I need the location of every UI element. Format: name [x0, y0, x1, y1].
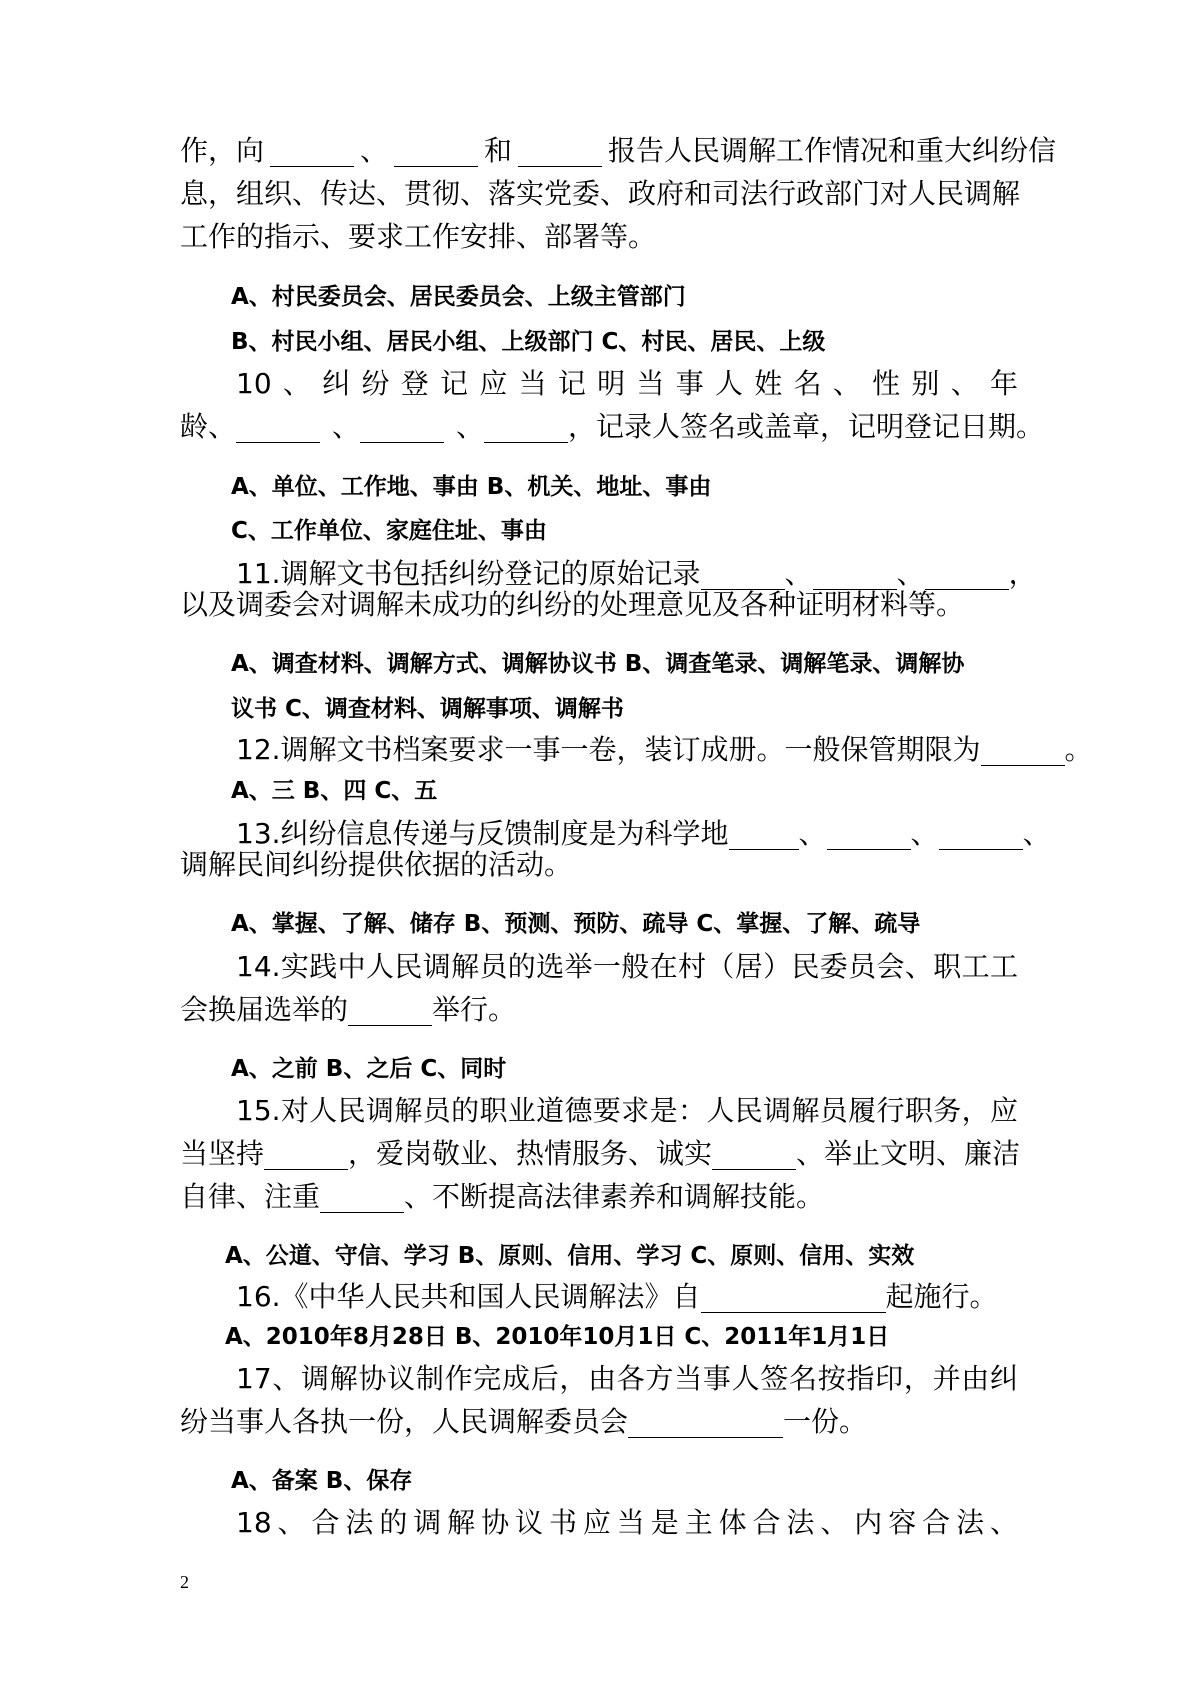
q15-line-3	[180, 1174, 1018, 1220]
q18-line-1: 18、合法的调解协议书应当是主体合法、内容合法、	[236, 1506, 1018, 1539]
q10-line-2	[180, 404, 1045, 450]
blank	[320, 1174, 404, 1213]
q13-text-d: 、	[1022, 817, 1051, 850]
q10-text-a: 龄、	[180, 410, 237, 443]
q11-text-a: 11.调解文书包括纠纷登记的原始记录	[236, 557, 701, 590]
q17-line-2	[180, 1399, 1018, 1445]
q12-line-1	[236, 727, 1093, 773]
q9-line-2: 息，组织、传达、贯彻、落实党委、政府和司法行政部门对人民调解	[180, 177, 1021, 210]
q10-text-d: ，记录人签名或盖章，记明登记日期。	[568, 410, 1045, 443]
q13-text-b: 、	[798, 817, 827, 850]
q9-text-c: 和	[484, 134, 513, 167]
q14-line-1: 14.实践中人民调解员的选举一般在村（居）民委员会、职工工	[236, 950, 1018, 983]
q10-line-1: 10、纠纷登记应当记明当事人姓名、性别、年	[236, 367, 1018, 400]
blank	[628, 1399, 783, 1438]
q15-line-2	[180, 1131, 1021, 1177]
q13-line-2: 调解民间纠纷提供依据的活动。	[180, 848, 573, 881]
blank	[394, 128, 478, 167]
blank	[348, 987, 432, 1026]
q11-text-d: ，	[1008, 557, 1037, 590]
q12-options: A、三 B、四 C、五	[231, 778, 438, 804]
q11-options-1: A、调查材料、调解方式、调解协议书 B、调查笔录、调解笔录、调解协	[231, 651, 965, 677]
blank	[236, 404, 320, 443]
q17-options: A、备案 B、保存	[231, 1468, 413, 1494]
q12-text-b: 。	[1064, 733, 1093, 766]
blank	[270, 128, 354, 167]
q9-text-b: 、	[360, 134, 389, 167]
q14-text-b: 举行。	[432, 993, 517, 1026]
q13-text-c: 、	[910, 817, 939, 850]
q11-text-c: 、	[896, 557, 925, 590]
blank	[484, 404, 568, 443]
q10-text-c: 、	[456, 410, 485, 443]
q15-line-1: 15.对人民调解员的职业道德要求是：人民调解员履行职务，应	[236, 1094, 1018, 1127]
q15-text-d: 自律、注重	[180, 1180, 321, 1213]
blank	[264, 1131, 348, 1170]
q9-options-1: A、村民委员会、居民委员会、上级主管部门	[231, 284, 686, 310]
q16-text-a: 16.《中华人民共和国人民调解法》自	[236, 1280, 701, 1313]
blank	[981, 727, 1065, 766]
blank	[712, 1131, 796, 1170]
q13-text-a: 13.纠纷信息传递与反馈制度是为科学地	[236, 817, 729, 850]
q15-text-c: 、举止文明、廉洁	[796, 1137, 1021, 1170]
q9-text-a: 作，向	[180, 134, 265, 167]
q11-options-2: 议书 C、调查材料、调解事项、调解书	[231, 696, 624, 722]
blank	[518, 128, 602, 167]
q10-options-1: A、单位、工作地、事由 B、机关、地址、事由	[231, 474, 712, 500]
q11-text-b: 、	[784, 557, 813, 590]
q14-text-a: 会换届选举的	[180, 993, 349, 1026]
q14-line-2	[180, 987, 1018, 1033]
q15-text-e: 、不断提高法律素养和调解技能。	[404, 1180, 825, 1213]
q9-text-d: 报告人民调解工作情况和重大纠纷信	[608, 134, 1057, 167]
q17-text-b: 一份。	[783, 1405, 868, 1438]
q12-text-a: 12.调解文书档案要求一事一卷，装订成册。一般保管期限为	[236, 733, 981, 766]
q10-text-b: 、	[332, 410, 361, 443]
page-number: 2	[180, 1572, 189, 1592]
q17-text-a: 纷当事人各执一份，人民调解委员会	[180, 1405, 629, 1438]
blank	[360, 404, 444, 443]
q15-options: A、公道、守信、学习 B、原则、信用、学习 C、原则、信用、实效	[225, 1243, 915, 1269]
q15-text-a: 当坚持	[180, 1137, 265, 1170]
blank	[701, 1274, 886, 1313]
q14-options: A、之前 B、之后 C、同时	[231, 1056, 507, 1082]
q16-options: A、2010年8月28日 B、2010年10月1日 C、2011年1月1日	[225, 1324, 890, 1350]
q9-options-2: B、村民小组、居民小组、上级部门 C、村民、居民、上级	[231, 329, 826, 355]
q15-text-b: ，爱岗敬业、热情服务、诚实	[348, 1137, 713, 1170]
q16-line-1	[236, 1274, 1018, 1320]
q10-options-2: C、工作单位、家庭住址、事由	[231, 518, 547, 544]
q17-line-1: 17、调解协议制作完成后，由各方当事人签名按指印，并由纠	[236, 1362, 1018, 1395]
q9-line-1	[180, 128, 1057, 174]
q9-line-3: 工作的指示、要求工作安排、部署等。	[180, 220, 657, 253]
q11-line-2: 以及调委会对调解未成功的纠纷的处理意见及各种证明材料等。	[180, 588, 965, 621]
q16-text-b: 起施行。	[885, 1280, 998, 1313]
q13-options: A、掌握、了解、储存 B、预测、预防、疏导 C、掌握、了解、疏导	[231, 911, 921, 937]
